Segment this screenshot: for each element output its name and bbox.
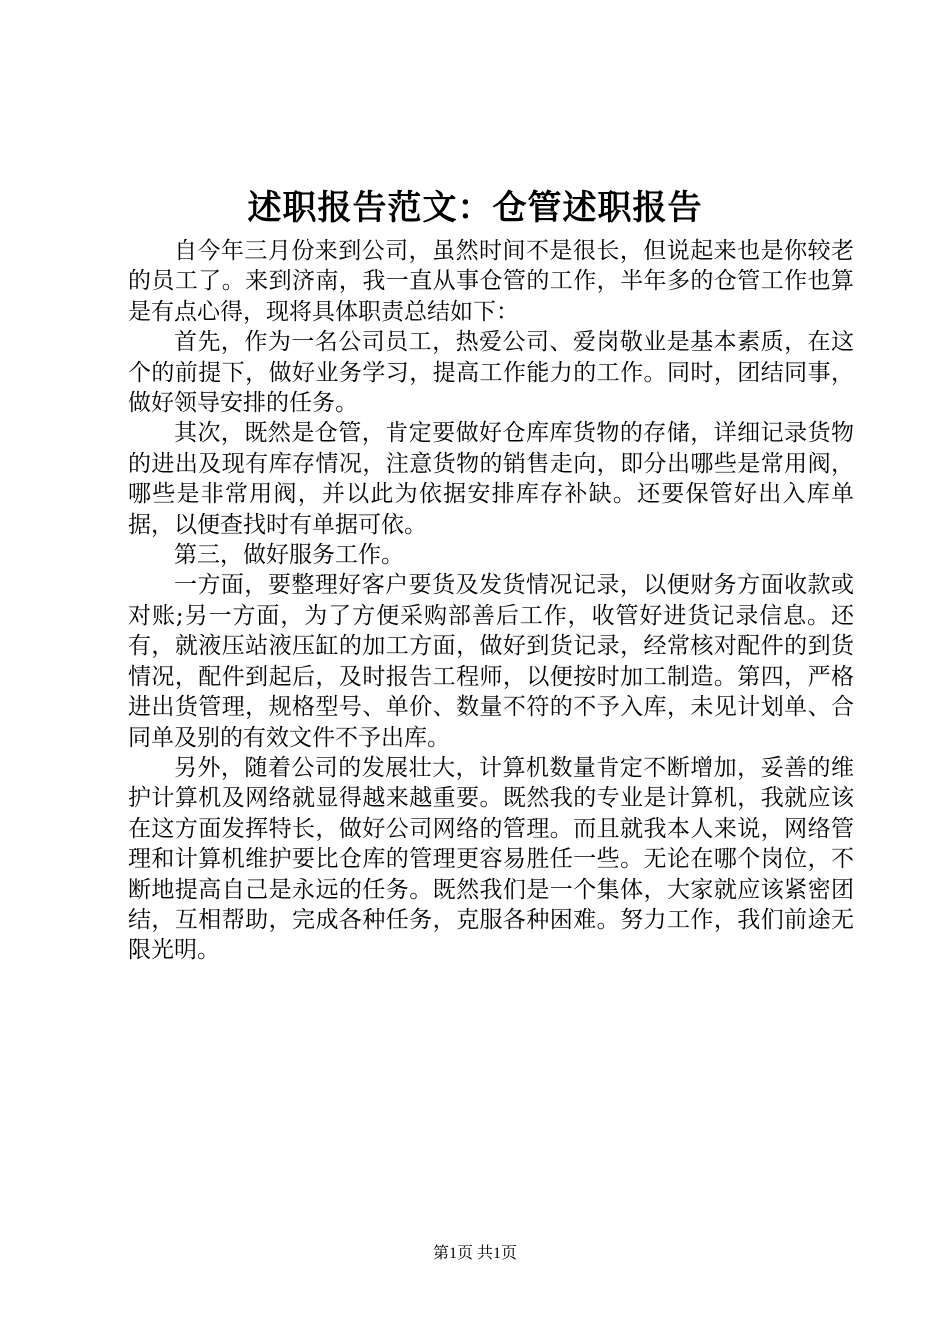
paragraph-third: 第三，做好服务工作。 bbox=[174, 542, 404, 569]
paragraph-first: 首先，作为一名公司员工，热爱公司、爱岗敬业是基本素质，在这个的前提下，做好业务学习，提高工作能力的工作。同时，团结同事，做好领导安排的任务。 bbox=[128, 329, 854, 417]
paragraph-intro: 自今年三月份来到公司，虽然时间不是很长，但说起来也是你较老的员工了。来到济南，我一直从事仓管的工作，半年多的仓管工作也算是有点心得，现将具体职责总结如下： bbox=[128, 238, 854, 325]
page-footer: 第1页 共1页 bbox=[432, 1245, 517, 1262]
document-title: 述职报告范文：仓管述职报告 bbox=[247, 188, 703, 228]
paragraph-second: 其次，既然是仓管，肯定要做好仓库库货物的存储，详细记录货物的进出及现有库存情况，注意货物的销售走向，即分出哪些是常用阀，哪些是非常用阀，并以此为依据安排库存补缺。还要保管好出入库单据，以便查找时有单据可依。 bbox=[128, 420, 854, 538]
document-body bbox=[128, 236, 854, 966]
paragraph-service: 一方面，要整理好客户要货及发货情况记录，以便财务方面收款或对账;另一方面，为了方便采购部善后工作，收管好进货记录信息。还有，就液压站液压缸的加工方面，做好到货记录，经常核对配件的到货情况，配件到起后，及时报告工程师，以便按时加工制造。第四，严格进出货管理，规格型号、单价、数量不符的不予入库，未见计划单、合同单及别的有效文件不予出库。 bbox=[128, 572, 854, 751]
paragraph-other: 另外，随着公司的发展壮大，计算机数量肯定不断增加，妥善的维护计算机及网络就显得越来越重要。既然我的专业是计算机，我就应该在这方面发挥特长，做好公司网络的管理。而且就我本人来说，网络管理和计算机维护要比仓库的管理更容易胜任一些。无论在哪个岗位，不断地提高自己是永远的任务。既然我们是一个集体，大家就应该紧密团结，互相帮助，完成各种任务，克服各种困难。努力工作，我们前途无限光明。 bbox=[128, 754, 854, 964]
